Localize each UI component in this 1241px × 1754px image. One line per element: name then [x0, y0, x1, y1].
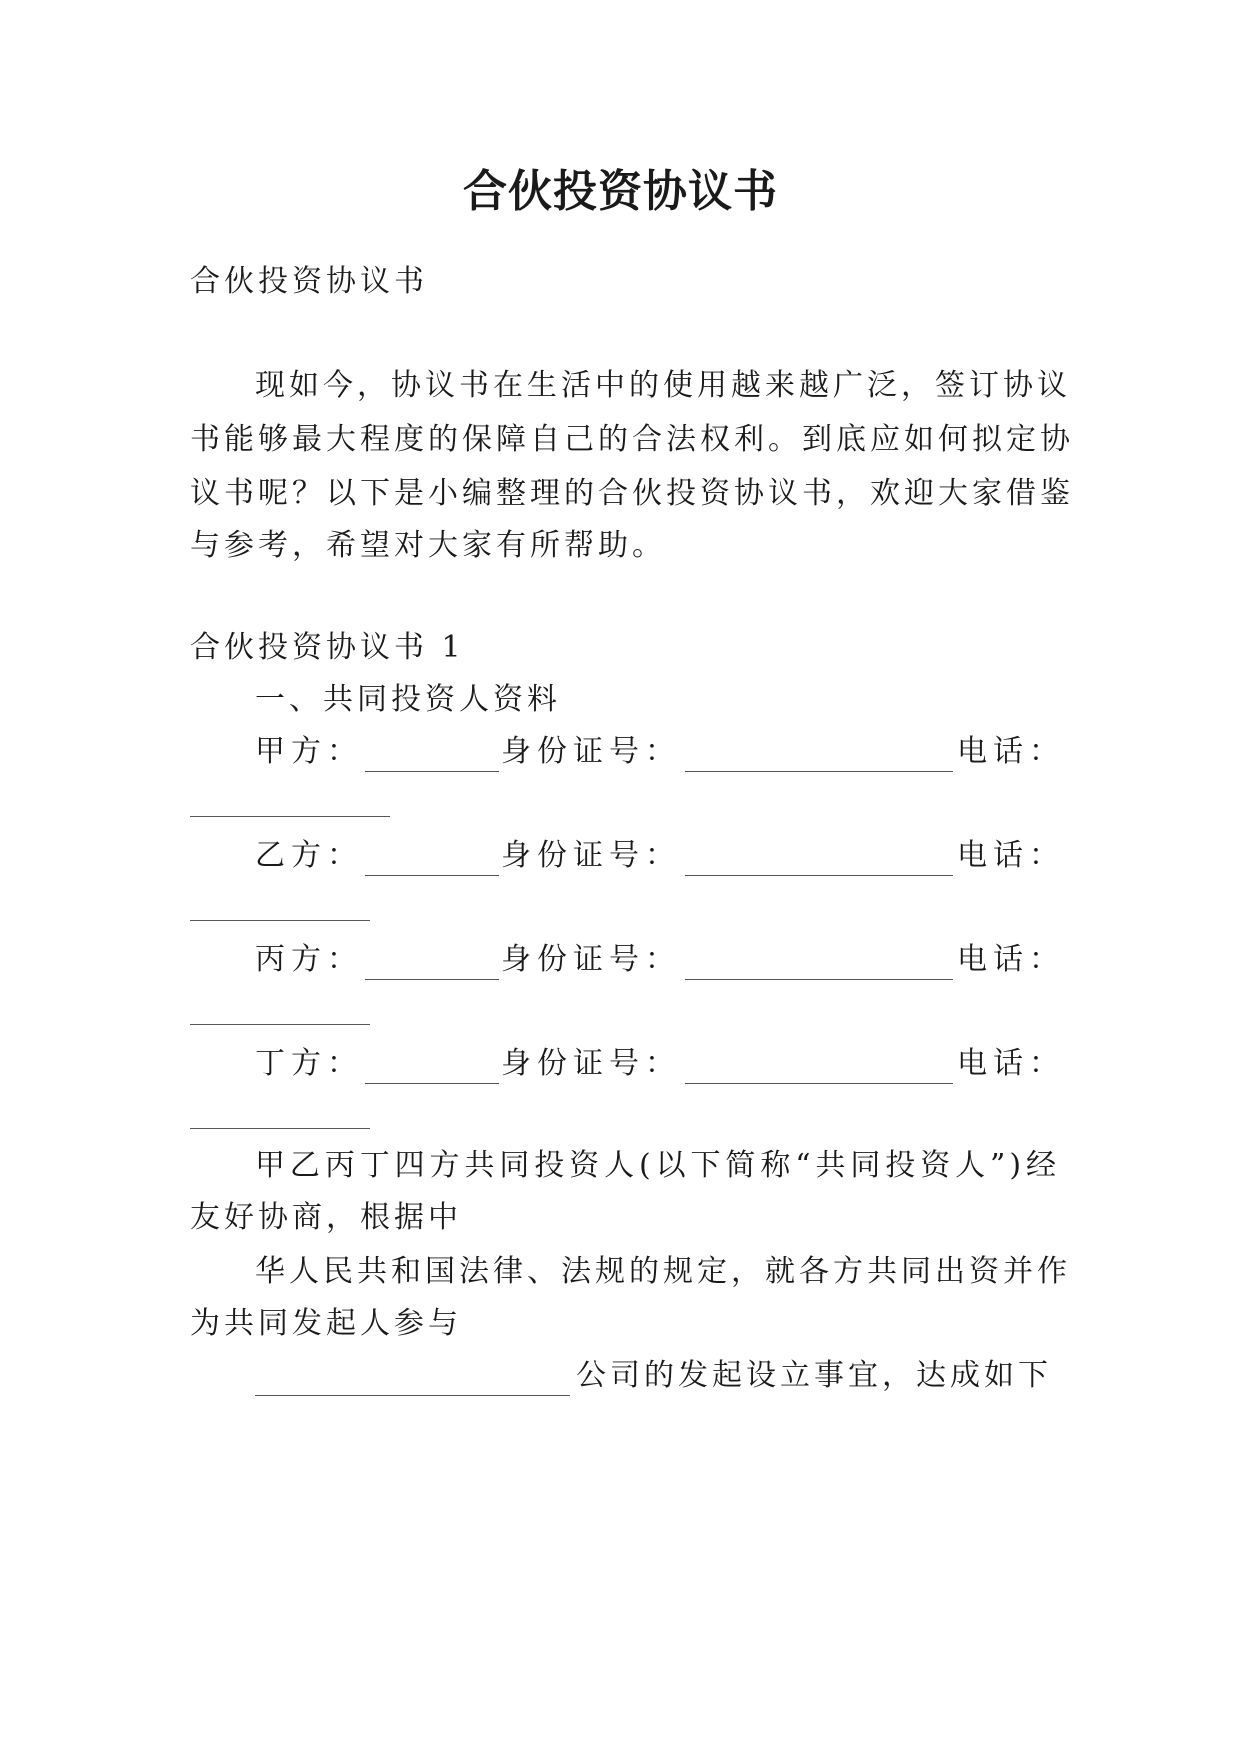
party-row-bing: [255, 940, 1065, 980]
id-label: 身份证号：: [501, 942, 681, 977]
body-line-1: 甲乙丙丁四方共同投资人(以下简称“共同投资人”)经: [255, 1148, 1060, 1183]
company-line-text: 公司的发起设立事宜，达成如下: [576, 1358, 1052, 1393]
document-title: 合伙投资协议书: [463, 166, 778, 217]
party-row-yi: [255, 836, 1065, 876]
section-heading: 合伙投资协议书 1: [190, 630, 465, 665]
phone-label: 电话：: [957, 838, 1065, 873]
intro-line-4: 与参考，希望对大家有所帮助。: [190, 528, 666, 563]
party-name-blank[interactable]: [365, 845, 499, 876]
subsection-heading: 一、共同投资人资料: [255, 682, 561, 717]
phone-label: 电话：: [957, 942, 1065, 977]
party-name-blank[interactable]: [365, 949, 499, 980]
body-line-3: 华人民共和国法律、法规的规定，就各方共同出资并作: [255, 1254, 1071, 1289]
intro-line-3: 议书呢？以下是小编整理的合伙投资协议书，欢迎大家借鉴: [190, 476, 1074, 511]
id-number-blank[interactable]: [685, 1053, 953, 1084]
party-label: 丁方：: [255, 1046, 363, 1081]
phone-label: 电话：: [957, 1046, 1065, 1081]
id-label: 身份证号：: [501, 838, 681, 873]
party-label: 丙方：: [255, 942, 363, 977]
body-line-4: 为共同发起人参与: [190, 1306, 462, 1341]
body-line-2: 友好协商，根据中: [190, 1200, 462, 1235]
document-subtitle: 合伙投资协议书: [190, 264, 428, 299]
id-label: 身份证号：: [501, 1046, 681, 1081]
id-number-blank[interactable]: [685, 949, 953, 980]
party-row-jia: [255, 732, 1065, 772]
intro-line-1: 现如今，协议书在生活中的使用越来越广泛，签订协议: [255, 368, 1071, 403]
party-row-ding: [255, 1044, 1065, 1084]
party-name-blank[interactable]: [365, 741, 499, 772]
company-name-blank[interactable]: [255, 1365, 570, 1396]
intro-line-2: 书能够最大程度的保障自己的合法权利。到底应如何拟定协: [190, 422, 1074, 457]
phone-blank[interactable]: [190, 919, 370, 921]
phone-blank[interactable]: [190, 815, 390, 817]
phone-blank[interactable]: [190, 1023, 370, 1025]
phone-label: 电话：: [957, 734, 1065, 769]
id-number-blank[interactable]: [685, 845, 953, 876]
id-label: 身份证号：: [501, 734, 681, 769]
phone-blank[interactable]: [190, 1127, 370, 1129]
id-number-blank[interactable]: [685, 741, 953, 772]
party-name-blank[interactable]: [365, 1053, 499, 1084]
party-label: 甲方：: [255, 734, 363, 769]
party-label: 乙方：: [255, 838, 363, 873]
body-line-5: [255, 1356, 1060, 1396]
